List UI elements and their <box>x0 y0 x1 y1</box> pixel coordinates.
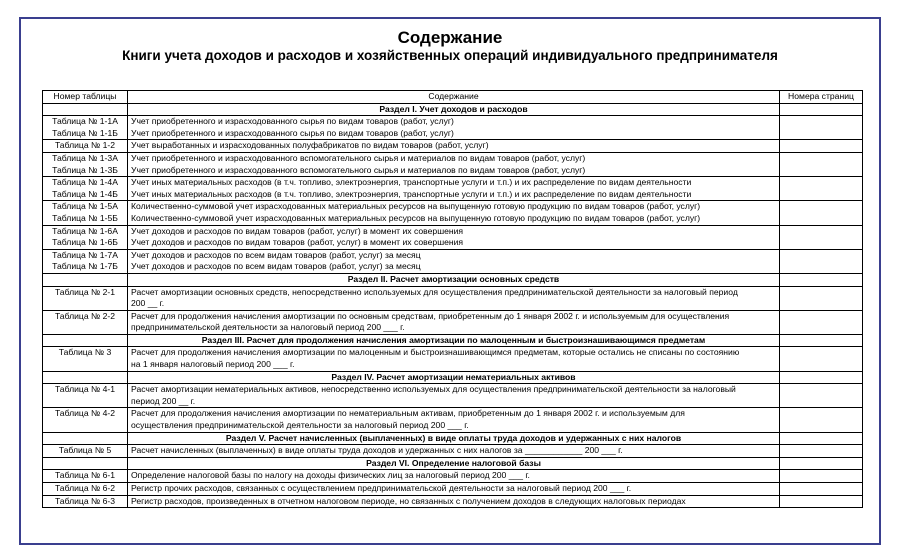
table-row <box>43 310 863 334</box>
page-number-cell <box>780 347 863 371</box>
contents-table <box>42 90 863 508</box>
page-number-cell <box>780 116 863 140</box>
section-title: Раздел IV. Расчет амортизации нематериальных активов <box>128 371 780 384</box>
table-row <box>43 483 863 496</box>
table-description: Учет выработанных и израсходованных полуфабрикатов по видам товаров (работ, услуг) <box>131 140 489 151</box>
page-number-cell <box>780 177 863 201</box>
header-table-number: Номер таблицы <box>43 91 128 104</box>
table-description: Расчет амортизации нематериальных активов, непосредственно используемых для осуществления предпринимательской деятельности за налоговый <box>131 384 736 395</box>
page-number-cell <box>780 384 863 408</box>
table-number: Таблица № 1-4А <box>52 177 118 188</box>
table-description: Учет иных материальных расходов (в т.ч. топливо, электроэнергия, транспортные услуги и т.п.) и их распределение по видам деятельности <box>131 177 692 188</box>
table-number: Таблица № 1-7Б <box>52 261 118 272</box>
table-description: Количественно-суммовой учет израсходованных материальных ресурсов на выпущенную готовую продукцию по видам товаров (работ, услуг) <box>131 212 701 223</box>
table-row <box>43 347 863 371</box>
table-description: Учет доходов и расходов по видам товаров (работ, услуг) в момент их совершения <box>131 225 464 236</box>
table-description: Учет приобретенного и израсходованного сырья по видам товаров (работ, услуг) <box>131 116 454 127</box>
table-number: Таблица № 3 <box>58 347 112 358</box>
table-number: Таблица № 1-3Б <box>52 164 118 175</box>
page-number-cell <box>780 249 863 273</box>
table-number: Таблица № 1-4Б <box>52 188 118 199</box>
table-row <box>43 286 863 310</box>
table-row <box>43 116 863 140</box>
page-number-cell <box>780 483 863 496</box>
table-description: Учет доходов и расходов по видам товаров (работ, услуг) в момент их совершения <box>131 237 464 248</box>
table-description: Расчет для продолжения начисления амортизации по нематериальным активам, приобретенным до 1 января 2002 г. и используемым для <box>131 408 685 419</box>
table-row <box>43 470 863 483</box>
page-number-cell <box>780 445 863 458</box>
table-description: Расчет для продолжения начисления амортизации по малоценным и быстроизнашивающимся предметам, которые остались не списаны по состоянию <box>131 347 740 358</box>
table-description: период 200 __ г. <box>131 395 196 406</box>
table-row <box>43 445 863 458</box>
table-row <box>43 249 863 273</box>
table-row <box>43 408 863 432</box>
table-description: предпринимательской деятельности за налоговый период 200 ___ г. <box>131 322 405 333</box>
table-description: 200 __ г. <box>131 298 165 309</box>
section-row <box>43 334 863 347</box>
table-number: Таблица № 1-5А <box>52 201 118 212</box>
page-number-cell <box>780 286 863 310</box>
page-number-cell <box>780 408 863 432</box>
header-contents: Содержание <box>128 91 780 104</box>
table-number: Таблица № 6-3 <box>54 495 116 506</box>
section-title: Раздел III. Расчет для продолжения начисления амортизации по малоценным и быстроизнашивающимся предметам <box>128 334 780 347</box>
table-row <box>43 225 863 249</box>
table-number: Таблица № 1-1Б <box>52 127 118 138</box>
page-number-cell <box>780 201 863 225</box>
page-number-cell <box>780 152 863 176</box>
section-title: Раздел I. Учет доходов и расходов <box>128 103 780 116</box>
section-title: Раздел VI. Определение налоговой базы <box>128 457 780 470</box>
table-description: Учет приобретенного и израсходованного сырья по видам товаров (работ, услуг) <box>131 127 454 138</box>
table-description: Учет иных материальных расходов (в т.ч. топливо, электроэнергия, транспортные услуги и т.п.) и их распределение по видам деятельности <box>131 188 692 199</box>
table-description: Учет приобретенного и израсходованного вспомогательного сырья и материалов по видам товаров (работ, услуг) <box>131 164 586 175</box>
table-row <box>43 177 863 201</box>
header-page-numbers: Номера страниц <box>780 91 863 104</box>
table-number: Таблица № 1-6Б <box>52 237 118 248</box>
table-number: Таблица № 6-1 <box>54 470 116 481</box>
table-row <box>43 495 863 508</box>
table-description: Расчет амортизации основных средств, непосредственно используемых для осуществления предпринимательской деятельности за налоговый период <box>131 286 738 297</box>
table-number: Таблица № 6-2 <box>54 483 116 493</box>
table-description: Учет доходов и расходов по всем видам товаров (работ, услуг) за месяц <box>131 261 421 272</box>
table-description: на 1 января налоговый период 200 ___ г. <box>131 359 295 370</box>
page-number-cell <box>780 225 863 249</box>
section-title: Раздел V. Расчет начисленных (выплаченных) в виде оплаты труда доходов и удержанных с них налогов <box>128 432 780 445</box>
page-subtitle: Книги учета доходов и расходов и хозяйственных операций индивидуального предпринимателя <box>122 48 778 63</box>
page-number-cell <box>780 140 863 153</box>
table-number: Таблица № 1-5Б <box>52 212 118 223</box>
section-row <box>43 457 863 470</box>
page-number-cell <box>780 310 863 334</box>
table-row <box>43 152 863 176</box>
table-row <box>43 384 863 408</box>
table-description: Учет доходов и расходов по всем видам товаров (работ, услуг) за месяц <box>131 249 421 260</box>
table-description: Регистр расходов, произведенных в отчетном налоговом периоде, но связанных с получением доходов в следующих налоговых периодах <box>131 495 686 506</box>
section-title: Раздел II. Расчет амортизации основных средств <box>128 273 780 286</box>
table-description: осуществления предпринимательской деятельности за налоговый период 200 ___ г. <box>131 420 469 431</box>
page-title: Содержание <box>397 28 503 47</box>
section-row <box>43 273 863 286</box>
header-row <box>43 91 863 104</box>
section-row <box>43 103 863 116</box>
table-number: Таблица № 4-2 <box>54 408 116 419</box>
table-number: Таблица № 2-1 <box>54 286 116 297</box>
table-number: Таблица № 1-7А <box>52 249 118 260</box>
table-row <box>43 201 863 225</box>
table-row <box>43 140 863 153</box>
table-description: Количественно-суммовой учет израсходованных материальных ресурсов на выпущенную готовую продукцию по видам товаров (работ, услуг) <box>131 201 701 212</box>
page-number-cell <box>780 495 863 508</box>
table-number: Таблица № 2-2 <box>54 310 116 321</box>
table-number: Таблица № 5 <box>58 445 112 456</box>
section-row <box>43 432 863 445</box>
table-number: Таблица № 1-2 <box>54 140 116 151</box>
table-number: Таблица № 1-6А <box>52 225 118 236</box>
table-number: Таблица № 4-1 <box>54 384 116 395</box>
table-description: Учет приобретенного и израсходованного вспомогательного сырья и материалов по видам товаров (работ, услуг) <box>131 152 586 163</box>
table-number: Таблица № 1-3А <box>52 152 118 163</box>
table-number: Таблица № 1-1А <box>52 116 118 127</box>
table-description: Регистр прочих расходов, связанных с осуществлением предпринимательской деятельности за налоговый период 200 ___ г. <box>131 483 632 493</box>
table-description: Расчет для продолжения начисления амортизации по основным средствам, приобретенным до 1 января 2002 г. и используемым для осуществления <box>131 310 730 321</box>
table-description: Определение налоговой базы по налогу на доходы физических лиц за налоговый период 200 ___ г. <box>131 470 530 481</box>
page-number-cell <box>780 470 863 483</box>
table-description: Расчет начисленных (выплаченных) в виде оплаты труда доходов и удержанных с них налогов за ____________ 200 ___ г. <box>131 445 623 456</box>
document-frame <box>19 17 881 545</box>
section-row <box>43 371 863 384</box>
